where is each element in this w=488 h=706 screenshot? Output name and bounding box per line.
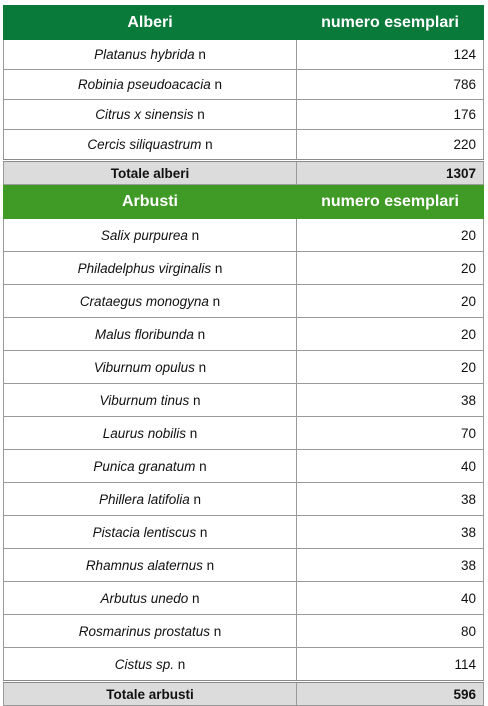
species-suffix: n (213, 623, 222, 639)
species-name-cell (4, 384, 297, 417)
specimen-count: 38 (297, 516, 484, 549)
specimen-count: 70 (297, 417, 484, 450)
plant-inventory (3, 5, 483, 706)
alberi-total-label: Totale alberi (4, 161, 297, 185)
table-row (4, 417, 484, 450)
species-suffix: n (214, 77, 223, 92)
species-name-cell (4, 516, 297, 549)
specimen-count: 220 (297, 130, 484, 161)
table-row (4, 70, 484, 100)
species-name-cell (4, 582, 297, 615)
table-row (4, 40, 484, 70)
alberi-section (4, 6, 484, 161)
species-suffix: n (199, 524, 208, 540)
species-name-cell (4, 219, 297, 252)
species-name: Robinia pseudoacacia (77, 77, 211, 92)
table-row (4, 384, 484, 417)
specimen-count: 20 (297, 219, 484, 252)
species-name-cell (4, 130, 297, 161)
arbusti-total-count: 596 (297, 682, 484, 706)
specimen-count: 40 (297, 450, 484, 483)
species-name: Malus floribunda (94, 326, 194, 342)
species-suffix: n (198, 47, 206, 62)
species-name-cell (4, 450, 297, 483)
species-name: Arbutus unedo (100, 590, 189, 606)
species-suffix: n (206, 557, 215, 573)
alberi-total-section (4, 161, 484, 185)
table-row (4, 130, 484, 161)
species-name: Laurus nobilis (102, 425, 187, 441)
species-suffix: n (189, 425, 198, 441)
specimen-count: 38 (297, 384, 484, 417)
table-row (4, 252, 484, 285)
alberi-header-row (4, 6, 484, 40)
species-suffix: n (212, 293, 221, 309)
arbusti-header-row (4, 185, 484, 219)
species-name: Viburnum tinus (99, 392, 190, 408)
specimen-count: 80 (297, 615, 484, 648)
species-name-cell (4, 549, 297, 582)
species-suffix: n (177, 656, 186, 672)
table-row (4, 549, 484, 582)
species-name-cell (4, 318, 297, 351)
species-name-cell (4, 252, 297, 285)
specimen-count: 20 (297, 285, 484, 318)
arbusti-total-label: Totale arbusti (4, 682, 297, 706)
table-row (4, 582, 484, 615)
table-row (4, 285, 484, 318)
species-suffix: n (191, 227, 200, 243)
species-name-cell (4, 351, 297, 384)
species-name: Viburnum opulus (93, 359, 195, 375)
species-name: Cercis siliquastrum (87, 137, 202, 152)
species-name-cell (4, 648, 297, 682)
arbusti-section (4, 185, 484, 682)
table-row (4, 318, 484, 351)
table-row (4, 219, 484, 252)
arbusti-header-count: numero esemplari (297, 185, 484, 219)
specimen-count: 114 (297, 648, 484, 682)
species-name: Salix purpurea (100, 227, 188, 243)
species-name-cell (4, 285, 297, 318)
specimen-count: 124 (297, 40, 484, 70)
alberi-header-name: Alberi (4, 6, 297, 40)
table-row (4, 483, 484, 516)
species-name: Platanus hybrida (94, 47, 195, 62)
species-suffix: n (193, 392, 201, 408)
table-row (4, 648, 484, 682)
species-name: Philadelphus virginalis (77, 260, 212, 276)
species-name-cell (4, 417, 297, 450)
species-suffix: n (199, 458, 207, 474)
table-row (4, 516, 484, 549)
species-name: Punica granatum (93, 458, 196, 474)
specimen-count: 40 (297, 582, 484, 615)
table-row (4, 615, 484, 648)
species-name: Pistacia lentiscus (92, 524, 197, 540)
species-name: Rosmarinus prostatus (78, 623, 211, 639)
species-name: Phillera latifolia (98, 491, 190, 507)
alberi-total-row (4, 161, 484, 185)
arbusti-total-section (4, 682, 484, 706)
specimen-count: 38 (297, 483, 484, 516)
inventory-table (3, 5, 484, 706)
species-suffix: n (214, 260, 223, 276)
species-name-cell (4, 100, 297, 130)
species-name: Rhamnus alaternus (85, 557, 203, 573)
species-name: Citrus x sinensis (95, 107, 194, 122)
species-name-cell (4, 70, 297, 100)
species-suffix: n (205, 137, 213, 152)
table-row (4, 351, 484, 384)
species-name-cell (4, 40, 297, 70)
table-row (4, 100, 484, 130)
table-row (4, 450, 484, 483)
species-name-cell (4, 483, 297, 516)
specimen-count: 786 (297, 70, 484, 100)
specimen-count: 20 (297, 351, 484, 384)
species-name: Cistus sp. (114, 656, 174, 672)
specimen-count: 20 (297, 318, 484, 351)
arbusti-header-name: Arbusti (4, 185, 297, 219)
arbusti-total-row (4, 682, 484, 706)
species-suffix: n (197, 326, 206, 342)
species-suffix: n (193, 491, 202, 507)
species-suffix: n (192, 590, 200, 606)
alberi-total-count: 1307 (297, 161, 484, 185)
species-name-cell (4, 615, 297, 648)
specimen-count: 20 (297, 252, 484, 285)
specimen-count: 176 (297, 100, 484, 130)
alberi-header-count: numero esemplari (297, 6, 484, 40)
species-suffix: n (198, 359, 207, 375)
species-name: Crataegus monogyna (79, 293, 209, 309)
species-suffix: n (197, 107, 205, 122)
specimen-count: 38 (297, 549, 484, 582)
